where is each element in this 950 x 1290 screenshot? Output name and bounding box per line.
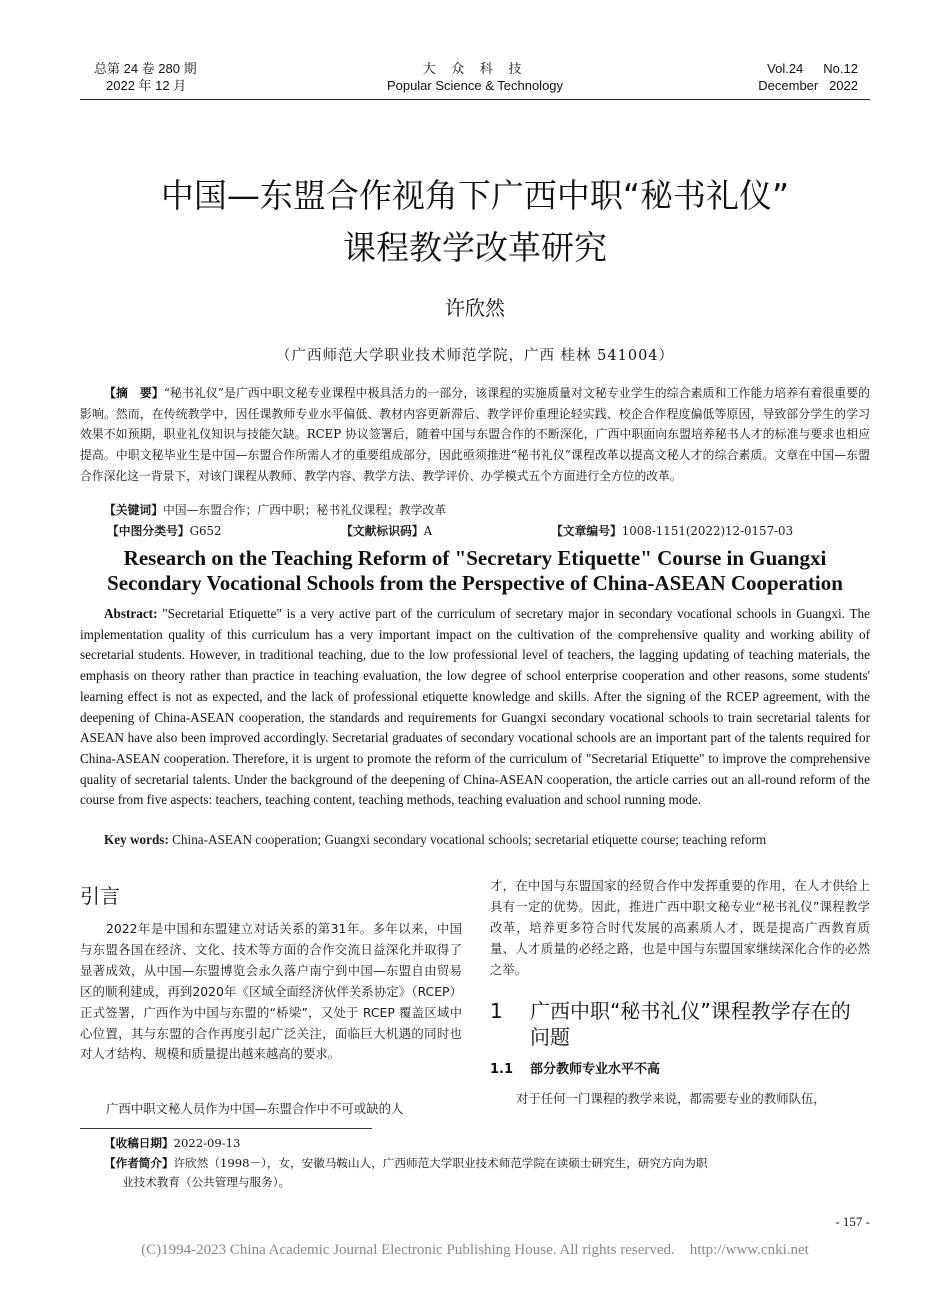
- section-1-1-paragraph: 对于任何一门课程的教学来说，都需要专业的教师队伍，: [516, 1091, 826, 1106]
- paper-title-cn-line1: 中国—东盟合作视角下广西中职“秘书礼仪”: [160, 176, 790, 215]
- header-month: December: [758, 78, 819, 93]
- footnote-rule: [80, 1128, 372, 1129]
- article-number: 【文章编号】1008-1151(2022)12-0157-03: [551, 524, 794, 538]
- subsection-1-1-number: 1.1: [490, 1062, 514, 1077]
- author-name: 许欣然: [445, 296, 505, 320]
- keywords-en-text: China-ASEAN cooperation; Guangxi secondary vocational schools; secretarial etiquette course; teaching reform: [172, 832, 767, 847]
- keywords-cn: [104, 501, 446, 518]
- keywords-en: [104, 832, 870, 848]
- author-bio-cont: 业技术教育（公共管理与服务）。: [122, 1175, 291, 1189]
- intro-paragraph-2: 广西中职文秘人员作为中国—东盟合作中不可或缺的人: [106, 1101, 404, 1116]
- page-number: - 157 -: [835, 1214, 870, 1229]
- keywords-en-label: Key words:: [104, 832, 169, 847]
- section-1-heading: [490, 998, 870, 1052]
- section-1-title: 广西中职“秘书礼仪”课程教学存在的问题: [530, 999, 851, 1049]
- journal-title-cn: 大 众 科 技: [422, 61, 528, 76]
- paper-title-cn-line2: 课程教学改革研究: [343, 228, 607, 267]
- abstract-cn-text: “秘书礼仪”是广西中职文秘专业课程中极具活力的一部分，该课程的实施质量对文秘专业学生的综合素质和工作能力培养有着很重要的影响。然而，在传统教学中，因任课教师专业水平偏低、教材内容更新滞后、教学评价重理论轻实践、校企合作程度偏低等原因，导致部分学生的学习效果不如预期，职业礼仪知识与技能欠缺。RCEP 协议签署后，随着中国与东盟合作的不断深化，广西中职面向东盟培养秘书人才的标准与要求也相应提高。中职文秘毕业生是中国—东盟合作所需人才的重要组成部分，因此亟须推进“秘书礼仪”课程改革以提高文秘人才的综合素质。文章在中国—东盟合作深化这一背景下，对该门课程从教师、教学内容、教学方法、教学评价、办学模式五个方面进行全方位的改革。: [80, 386, 870, 483]
- subsection-1-1-heading: [490, 1058, 660, 1077]
- clc-code: 【中图分类号】G652: [107, 524, 222, 538]
- paper-title-en-line2: Secondary Vocational Schools from the Perspective of China-ASEAN Cooperation: [107, 571, 843, 595]
- intro-paragraph-1: 2022年是中国和东盟建立对话关系的第31年。多年以来，中国与东盟各国在经济、文化、技术等方面的合作交流日益深化并取得了显著成效，从中国—东盟博览会永久落户南宁到中国—东盟自由贸易区的顺利建成，再到2020年《区域全面经济伙伴关系协定》（RCEP）正式签署，广西作为中国与东盟的“桥梁”，又处于 RCEP 覆盖区域中心位置，其与东盟的合作再度引起广泛关注，面临巨大机遇的同时也对人才结构、规模和质量提出越来越高的要求。: [80, 921, 462, 1062]
- abstract-en-label: Abstract:: [104, 606, 158, 621]
- header-vol: Vol.24: [767, 61, 804, 76]
- footnotes: [104, 1134, 870, 1193]
- paper-title-cn: [0, 170, 950, 274]
- header-issue: 总第 24 卷 280 期: [94, 61, 197, 76]
- author-bio: 【作者简介】许欣然（1998－），女，安徽马鞍山人，广西师范大学职业技术师范学院在读硕士研究生，研究方向为职: [104, 1155, 708, 1170]
- header-no: No.12: [823, 61, 858, 76]
- abstract-en-text: "Secretarial Etiquette" is a very active part of the curriculum of secretary major in secondary vocational schools in Guangxi. The implementation quality of this curriculum has a very important impact on the cultivation of the comprehensive quality and working ability of secretarial students. However, in traditional teaching, due to the low professional level of teachers, the lagging updating of teaching materials, the emphasis on theory rather than practice in teaching evaluation, the low degree of school enterprise cooperation and other reasons, some students' learning effect is not as expected, and the lack of professional etiquette knowledge and skills. After the signing of the RCEP agreement, with the deepening of China-ASEAN cooperation, the standards and requirements for Guangxi secondary vocational schools to train secretarial talents for ASEAN have also been improved accordingly. Secretarial graduates of secondary vocational schools are an important part of the talents required for China-ASEAN cooperation. Therefore, it is urgent to promote the reform of the curriculum of "Secretarial Etiquette" to improve the comprehensive quality of secretarial talents. Under the background of the deepening of China-ASEAN cooperation, the article carries out an all-round reform of the course from five aspects: teachers, teaching content, teaching methods, teaching evaluation and school running mode.: [80, 606, 871, 808]
- abstract-en: [80, 604, 870, 811]
- received-date: 【收稿日期】2022-09-13: [104, 1136, 241, 1150]
- paper-title-en-line1: Research on the Teaching Reform of "Secretary Etiquette" Course in Guangxi: [123, 546, 827, 570]
- journal-title-en: Popular Science & Technology: [386, 78, 564, 93]
- abstract-cn: [80, 383, 870, 487]
- header-rule: [80, 99, 870, 100]
- keywords-cn-label: 【关键词】: [104, 503, 163, 517]
- header-year: 2022: [829, 78, 858, 93]
- subsection-1-1-title: 部分教师专业水平不高: [530, 1062, 661, 1077]
- header-volume-block: [758, 60, 858, 94]
- author-affiliation: （广西师范大学职业技术师范学院，广西 桂林 541004）: [275, 348, 675, 364]
- section-1-number: 1: [490, 999, 503, 1023]
- doc-code: 【文献标识码】A: [341, 524, 433, 538]
- intro-paragraph-2-cont: 才，在中国与东盟国家的经贸合作中发挥重要的作用，在人才供给上具有一定的优势。因此，推进广西中职文秘专业“秘书礼仪”课程教学改革，培养更多符合时代发展的高素质人才，既是提高广西教育质量、人才质量的必经之路，也是中国与东盟国家继续深化合作的必然之举。: [490, 878, 870, 977]
- keywords-cn-text: 中国—东盟合作；广西中职；秘书礼仪课程；教学改革: [163, 503, 447, 517]
- header-date: 2022 年 12 月: [106, 78, 187, 93]
- section-intro-heading: 引言: [80, 884, 120, 908]
- paper-title-en: [0, 546, 950, 596]
- abstract-cn-label: 【摘 要】: [104, 386, 164, 400]
- cnki-copyright-line: (C)1994-2023 China Academic Journal Electronic Publishing House. All rights reserved. http://www.cnki.net: [141, 1242, 809, 1258]
